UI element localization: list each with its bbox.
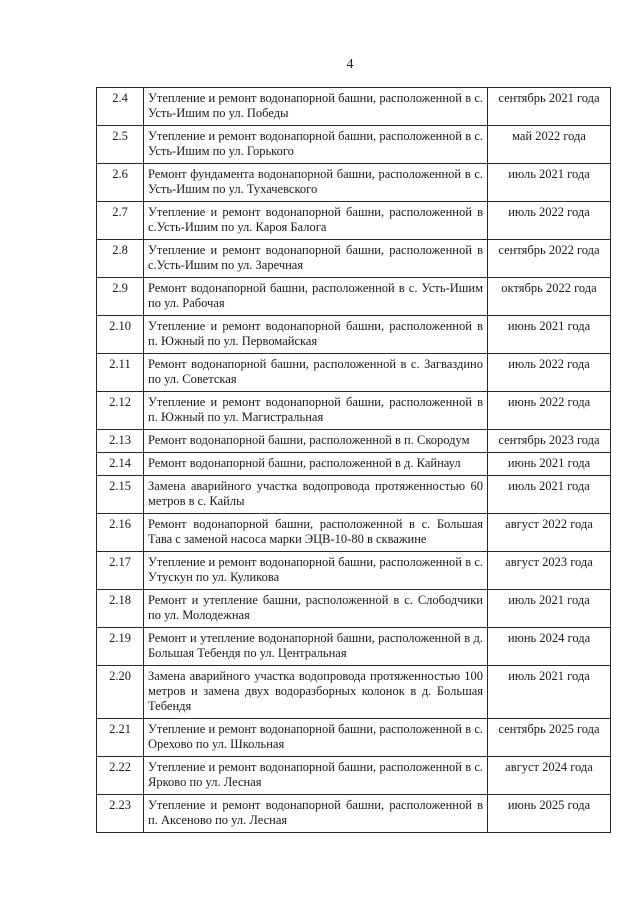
item-number: 2.22 (97, 757, 144, 795)
item-number: 2.17 (97, 552, 144, 590)
item-number: 2.15 (97, 476, 144, 514)
table-row (97, 88, 611, 126)
item-description: Замена аварийного участка водопровода протяженностью 100 метров и замена двух водоразборных колонок в д. Большая Тебендя (144, 666, 488, 719)
table-row (97, 316, 611, 354)
item-description: Ремонт водонапорной башни, расположенной в п. Скородум (144, 430, 488, 453)
works-table (96, 87, 611, 833)
item-number: 2.21 (97, 719, 144, 757)
item-description: Утепление и ремонт водонапорной башни, расположенной в п. Южный по ул. Первомайская (144, 316, 488, 354)
item-number: 2.18 (97, 590, 144, 628)
item-deadline: июль 2022 года (488, 354, 611, 392)
table-row (97, 453, 611, 476)
item-deadline: июнь 2022 года (488, 392, 611, 430)
item-deadline: июнь 2025 года (488, 795, 611, 833)
item-deadline: июнь 2021 года (488, 453, 611, 476)
table-row (97, 757, 611, 795)
item-number: 2.16 (97, 514, 144, 552)
item-description: Ремонт водонапорной башни, расположенной в с. Большая Тава с заменой насоса марки ЭЦВ-10-80 в скважине (144, 514, 488, 552)
item-description: Утепление и ремонт водонапорной башни, расположенной в с. Усть-Ишим по ул. Горького (144, 126, 488, 164)
item-description: Утепление и ремонт водонапорной башни, расположенной в с.Усть-Ишим по ул. Кароя Балога (144, 202, 488, 240)
table-row (97, 590, 611, 628)
item-deadline: июль 2021 года (488, 590, 611, 628)
item-description: Ремонт водонапорной башни, расположенной в с. Усть-Ишим по ул. Рабочая (144, 278, 488, 316)
table-row (97, 392, 611, 430)
item-deadline: сентябрь 2021 года (488, 88, 611, 126)
item-deadline: сентябрь 2023 года (488, 430, 611, 453)
item-deadline: май 2022 года (488, 126, 611, 164)
item-number: 2.4 (97, 88, 144, 126)
item-deadline: август 2024 года (488, 757, 611, 795)
item-deadline: июль 2022 года (488, 202, 611, 240)
item-number: 2.14 (97, 453, 144, 476)
table-row (97, 126, 611, 164)
item-number: 2.13 (97, 430, 144, 453)
table-row (97, 240, 611, 278)
item-description: Утепление и ремонт водонапорной башни, расположенной в с. Орехово по ул. Школьная (144, 719, 488, 757)
page-number: 4 (346, 57, 354, 72)
item-description: Ремонт и утепление башни, расположенной в с. Слободчики по ул. Молодежная (144, 590, 488, 628)
item-description: Утепление и ремонт водонапорной башни, расположенной в с. Утускун по ул. Куликова (144, 552, 488, 590)
item-description: Замена аварийного участка водопровода протяженностью 60 метров в с. Кайлы (144, 476, 488, 514)
works-table-body (97, 88, 611, 833)
item-description: Утепление и ремонт водонапорной башни, расположенной в с. Усть-Ишим по ул. Победы (144, 88, 488, 126)
item-deadline: сентябрь 2025 года (488, 719, 611, 757)
item-number: 2.5 (97, 126, 144, 164)
item-description: Ремонт водонапорной башни, расположенной в д. Кайнаул (144, 453, 488, 476)
table-row (97, 164, 611, 202)
table-row (97, 795, 611, 833)
item-description: Утепление и ремонт водонапорной башни, расположенной в с.Усть-Ишим по ул. Заречная (144, 240, 488, 278)
item-description: Утепление и ремонт водонапорной башни, расположенной в п. Южный по ул. Магистральная (144, 392, 488, 430)
item-deadline: июнь 2021 года (488, 316, 611, 354)
item-deadline: сентябрь 2022 года (488, 240, 611, 278)
item-deadline: август 2022 года (488, 514, 611, 552)
item-description: Утепление и ремонт водонапорной башни, расположенной в п. Аксеново по ул. Лесная (144, 795, 488, 833)
item-deadline: июль 2021 года (488, 666, 611, 719)
table-row (97, 719, 611, 757)
item-number: 2.7 (97, 202, 144, 240)
item-number: 2.11 (97, 354, 144, 392)
table-row (97, 666, 611, 719)
item-deadline: август 2023 года (488, 552, 611, 590)
item-number: 2.10 (97, 316, 144, 354)
table-row (97, 430, 611, 453)
item-number: 2.8 (97, 240, 144, 278)
table-row (97, 628, 611, 666)
table-row (97, 476, 611, 514)
table-row (97, 354, 611, 392)
item-number: 2.6 (97, 164, 144, 202)
item-number: 2.19 (97, 628, 144, 666)
item-deadline: октябрь 2022 года (488, 278, 611, 316)
item-deadline: июль 2021 года (488, 476, 611, 514)
item-description: Ремонт фундамента водонапорной башни, расположенной в с. Усть-Ишим по ул. Тухачевского (144, 164, 488, 202)
table-row (97, 202, 611, 240)
item-description: Ремонт водонапорной башни, расположенной в с. Загваздино по ул. Советская (144, 354, 488, 392)
table-row (97, 552, 611, 590)
item-deadline: июль 2021 года (488, 164, 611, 202)
item-number: 2.20 (97, 666, 144, 719)
item-number: 2.23 (97, 795, 144, 833)
item-description: Ремонт и утепление водонапорной башни, расположенной в д. Большая Тебендя по ул. Центральная (144, 628, 488, 666)
item-number: 2.12 (97, 392, 144, 430)
item-number: 2.9 (97, 278, 144, 316)
item-description: Утепление и ремонт водонапорной башни, расположенной в с. Ярково по ул. Лесная (144, 757, 488, 795)
item-deadline: июнь 2024 года (488, 628, 611, 666)
table-row (97, 514, 611, 552)
table-row (97, 278, 611, 316)
